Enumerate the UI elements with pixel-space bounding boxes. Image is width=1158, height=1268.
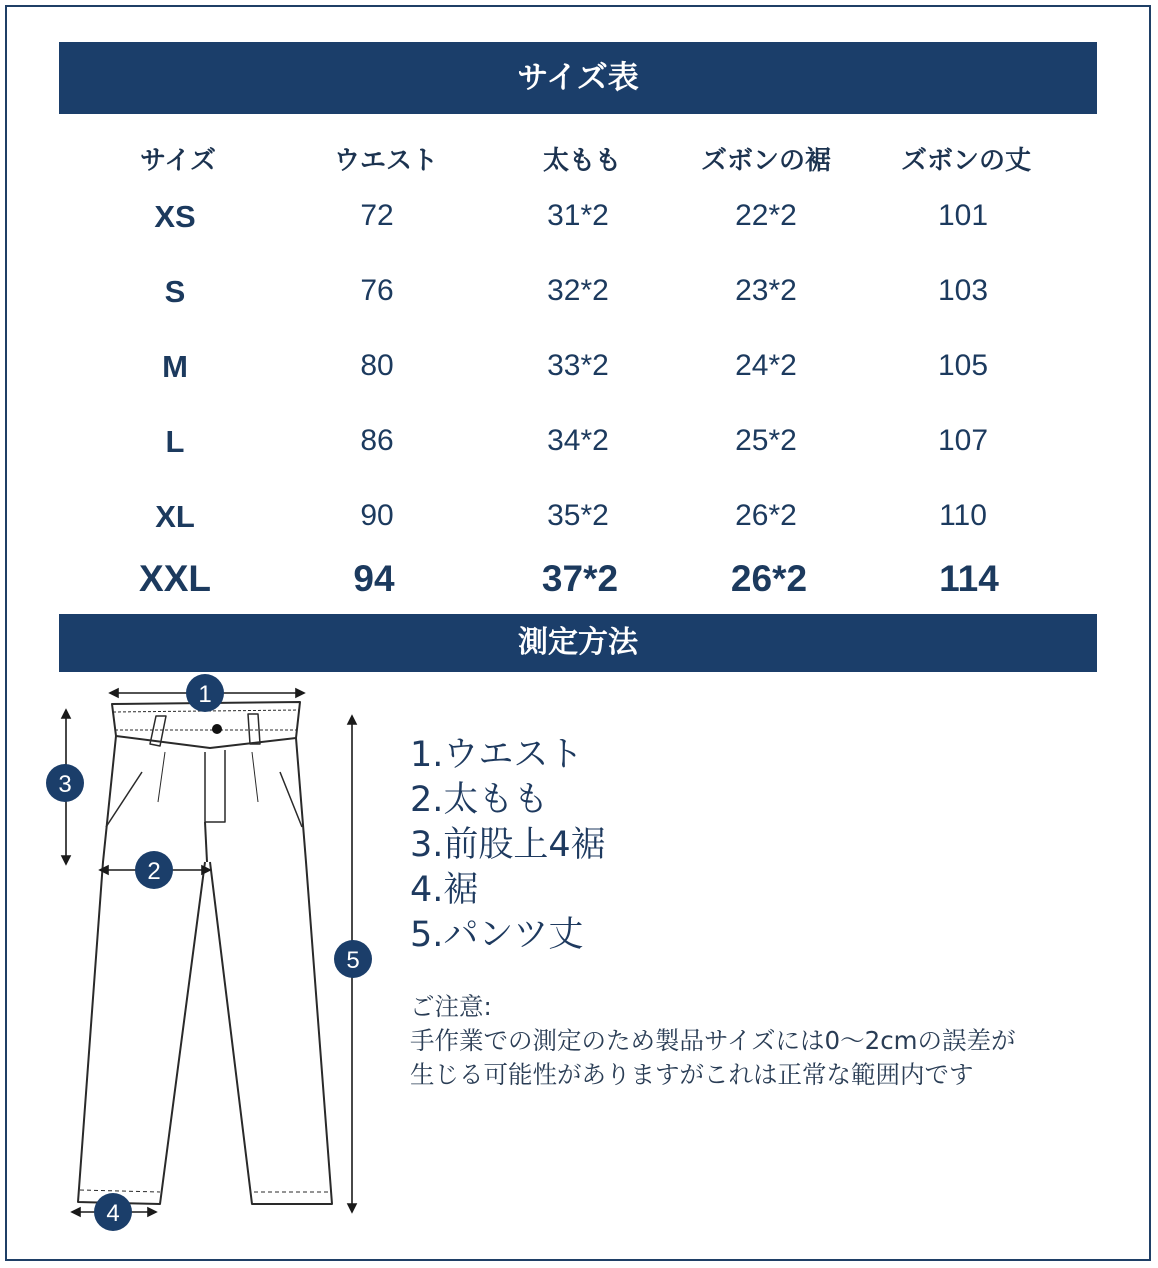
row-length: 107 <box>937 424 989 457</box>
left-leg-outline <box>78 736 205 1204</box>
row-thigh: 31*2 <box>547 199 609 232</box>
row-length: 114 <box>939 558 999 599</box>
row-hem: 22*2 <box>735 199 797 232</box>
measurement-legend <box>410 733 606 958</box>
header-size: サイズ <box>140 146 216 176</box>
row-waist: 72 <box>360 199 394 232</box>
row-hem: 26*2 <box>730 558 808 599</box>
row-size: S <box>164 274 186 309</box>
row-length: 105 <box>937 349 989 382</box>
row-thigh: 37*2 <box>541 558 619 599</box>
header-waist: ウエスト <box>333 146 438 176</box>
row-size: XS <box>154 199 196 234</box>
legend-item-length: 5.パンツ丈 <box>410 915 584 955</box>
badge-5 <box>334 940 372 978</box>
row-hem: 23*2 <box>735 274 797 307</box>
row-thigh: 33*2 <box>547 349 609 382</box>
legend-item-hem: 4.裾 <box>410 870 479 910</box>
badge-1-label: 1 <box>198 681 212 708</box>
badge-1 <box>186 674 224 712</box>
row-length: 101 <box>937 199 989 232</box>
notice-heading: ご注意: <box>410 992 492 1021</box>
header-hem: ズボンの裾 <box>700 146 831 176</box>
badge-2 <box>135 851 173 889</box>
pants-diagram <box>0 672 400 1242</box>
badge-3-label: 3 <box>58 771 72 798</box>
row-waist: 86 <box>360 424 394 457</box>
notice-line-2: 生じる可能性がありますがこれは正常な範囲内です <box>410 1060 974 1089</box>
row-thigh: 34*2 <box>547 424 609 457</box>
badge-3 <box>46 764 84 802</box>
legend-item-thigh: 2.太もも <box>410 780 549 820</box>
legend-item-waist: 1.ウエスト <box>410 735 584 775</box>
row-length: 110 <box>939 499 987 532</box>
row-hem: 24*2 <box>735 349 797 382</box>
row-size: XXL <box>139 558 211 599</box>
badge-4 <box>94 1193 132 1231</box>
badge-5-label: 5 <box>346 947 360 974</box>
notice-line-1: 手作業での測定のため製品サイズには0〜2cmの誤差が <box>410 1026 1016 1055</box>
row-thigh: 35*2 <box>547 499 609 532</box>
badge-2-label: 2 <box>147 858 161 885</box>
row-waist: 76 <box>360 274 394 307</box>
header-length: ズボンの丈 <box>900 146 1031 176</box>
row-waist: 94 <box>353 558 395 599</box>
row-waist: 80 <box>360 349 394 382</box>
row-size: M <box>162 349 188 384</box>
right-leg-outline <box>210 738 332 1204</box>
row-waist: 90 <box>360 499 394 532</box>
row-size: XL <box>155 499 195 534</box>
notice-text <box>410 990 1016 1092</box>
size-chart-title: サイズ表 <box>59 42 1097 114</box>
row-thigh: 32*2 <box>547 274 609 307</box>
badge-4-label: 4 <box>106 1200 120 1227</box>
row-size: L <box>165 424 185 459</box>
header-thigh: 太もも <box>542 146 621 176</box>
legend-item-rise: 3.前股上4裾 <box>410 825 606 865</box>
row-length: 103 <box>937 274 989 307</box>
row-hem: 26*2 <box>735 499 797 532</box>
row-hem: 25*2 <box>735 424 797 457</box>
measurement-title: 測定方法 <box>59 614 1097 672</box>
